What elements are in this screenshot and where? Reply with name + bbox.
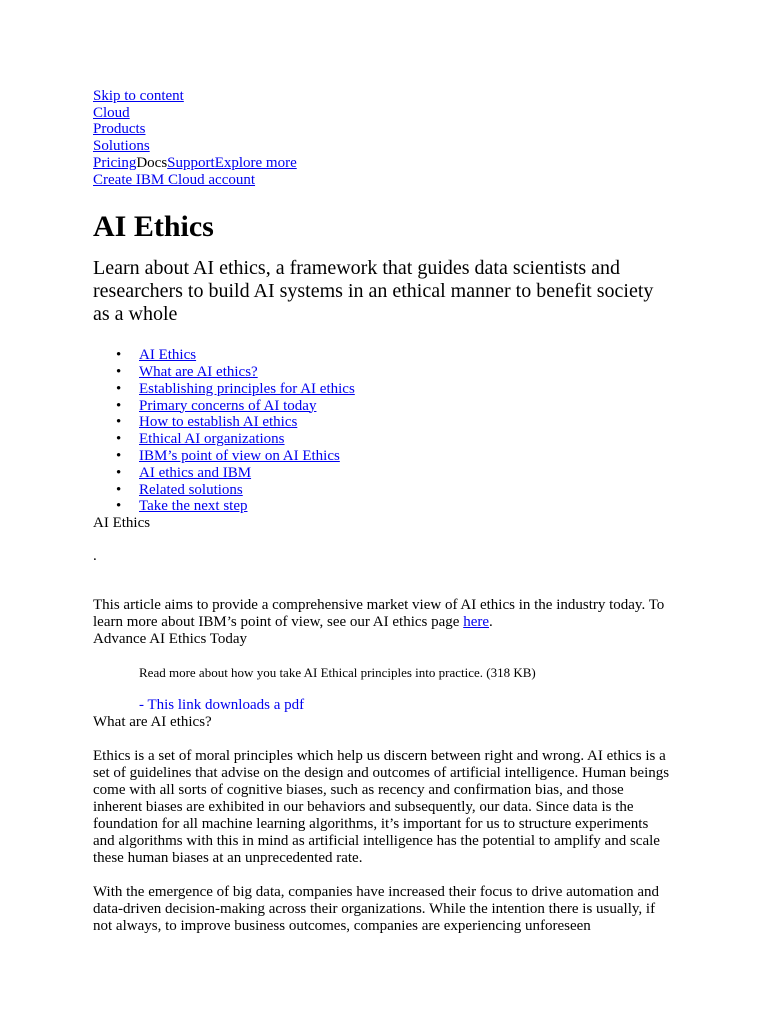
bullet-icon: • <box>116 347 122 364</box>
nav-link-products[interactable]: Products <box>93 121 146 138</box>
skip-to-content-link[interactable]: Skip to content <box>93 88 184 104</box>
what-are-ai-ethics-heading: What are AI ethics? <box>93 714 212 731</box>
dot-text: . <box>93 548 97 565</box>
intro-end: . <box>489 614 493 631</box>
section-label: AI Ethics <box>93 515 151 532</box>
toc-item <box>116 464 683 482</box>
toc-item <box>116 431 683 448</box>
create-account-link[interactable]: Create IBM Cloud account <box>93 171 256 188</box>
page-title: AI Ethics <box>93 210 214 244</box>
toc-link-related-solutions[interactable]: Related solutions <box>139 481 243 498</box>
toc-item <box>116 397 683 415</box>
intro-text: This article aims to provide a comprehensive market view of AI ethics in the industry today. To learn more about IBM’s point of view, see our AI ethics page <box>93 597 665 631</box>
bullet-icon: • <box>116 414 122 431</box>
toc-link-ibm-point-of-view[interactable]: IBM’s point of view on AI Ethics <box>139 448 340 464</box>
nav-link-solutions[interactable]: Solutions <box>93 138 150 155</box>
toc-link-take-next-step[interactable]: Take the next step <box>139 498 248 515</box>
nav-link-support[interactable]: Support <box>167 154 215 171</box>
pdf-download-link[interactable]: - This link downloads a pdf <box>139 697 305 714</box>
nav-text-docs[interactable]: Docs <box>136 154 168 171</box>
page-subtitle: Learn about AI ethics, a framework that guides data scientists and researchers to build AI systems in an ethical manner to benefit society as a whole <box>93 257 654 326</box>
toc-link-ai-ethics[interactable]: AI Ethics <box>139 347 197 364</box>
bullet-icon: • <box>116 397 122 414</box>
toc-link-what-are-ai-ethics[interactable]: What are AI ethics? <box>139 364 258 381</box>
toc-item <box>116 380 683 398</box>
nav-link-pricing[interactable]: Pricing <box>93 154 137 171</box>
promo-description: Read more about how you take AI Ethical principles into practice. (318 KB) <box>139 665 536 681</box>
toc-link-ai-ethics-and-ibm[interactable]: AI ethics and IBM <box>139 464 252 481</box>
body-paragraph-2: With the emergence of big data, companies have increased their focus to drive automation and data-driven decision-making across their organizations. While the intention there is usually, if not always, to improve business outcomes, companies are experiencing unforeseen <box>93 884 659 935</box>
bullet-icon: • <box>116 431 122 448</box>
toc-item <box>116 448 683 465</box>
bullet-icon: • <box>116 448 122 464</box>
nav-link-cloud[interactable]: Cloud <box>93 104 130 121</box>
toc-item <box>116 498 683 515</box>
toc-link-primary-concerns[interactable]: Primary concerns of AI today <box>139 397 317 414</box>
toc-item <box>116 481 683 499</box>
toc-item <box>116 347 683 364</box>
toc-link-establishing-principles[interactable]: Establishing principles for AI ethics <box>139 380 355 397</box>
toc-link-how-to-establish[interactable]: How to establish AI ethics <box>139 414 298 431</box>
promo-title: Advance AI Ethics Today <box>93 631 248 648</box>
promo-block <box>93 631 683 714</box>
intro-here-link[interactable]: here <box>463 614 489 631</box>
table-of-contents <box>93 347 683 515</box>
nav-row-secondary <box>93 155 683 172</box>
body-paragraph-1: Ethics is a set of moral principles which help us discern between right and wrong. AI ethics is a set of guidelines that advise on the design and outcomes of artificial intelligence. Human beings come with all sorts of cognitive biases, such as recency and confirmation bias, and those inherent biases are exhibited in our behaviors and subsequently, our data. Since data is the foundation for all machine learning algorithms, it’s important for us to structure experiments and algorithms with this in mind as artificial intelligence has the potential to amplify and scale these human biases at an unprecedented rate. <box>93 748 670 867</box>
bullet-icon: • <box>116 481 122 498</box>
toc-item <box>116 364 683 381</box>
top-nav <box>93 88 683 188</box>
nav-link-explore-more[interactable]: Explore more <box>214 154 297 171</box>
bullet-icon: • <box>116 364 122 381</box>
toc-item <box>116 414 683 431</box>
bullet-icon: • <box>116 498 122 515</box>
toc-link-ethical-ai-organizations[interactable]: Ethical AI organizations <box>139 431 285 448</box>
intro-paragraph <box>93 597 673 631</box>
bullet-icon: • <box>116 380 122 397</box>
bullet-icon: • <box>116 464 122 481</box>
